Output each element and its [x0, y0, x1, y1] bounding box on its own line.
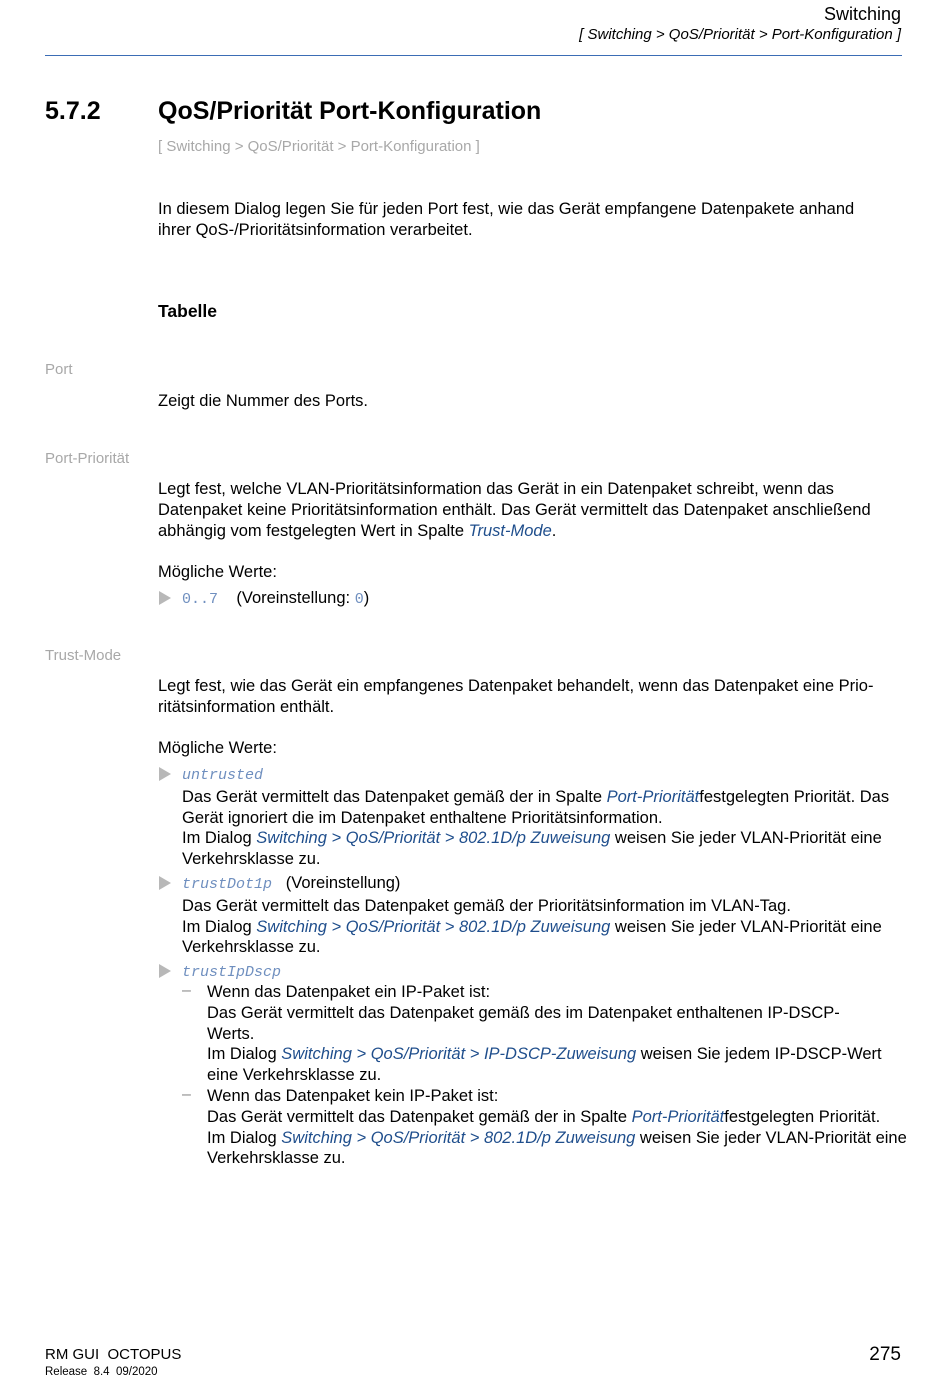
desc-line: eine Verkehrsklasse zu. — [207, 1066, 382, 1085]
port-priority-link[interactable]: Port-Priorität — [631, 1107, 725, 1126]
running-header-title: Switching — [823, 4, 901, 24]
trust-mode-link[interactable]: Trust-Mode — [468, 521, 552, 540]
ipdscp-case-ip-packet — [207, 982, 882, 1086]
desc-line: Verkehrsklasse zu. — [207, 1149, 346, 1168]
section-title: QoS/Priorität Port-Konfiguration — [158, 97, 542, 125]
running-header-breadcrumb: [ Switching > QoS/Priorität > Port-Konfiguration ] — [579, 26, 901, 43]
trust-mode-description — [158, 676, 873, 718]
value-range: 0..7 — [182, 591, 219, 608]
bullet-triangle-icon — [159, 767, 171, 781]
bullet-triangle-icon — [159, 964, 171, 978]
text-run: festgelegten Priorität. — [724, 1107, 881, 1126]
trust-mode-label: Trust-Mode — [45, 647, 122, 664]
text-run: ) — [363, 589, 370, 607]
port-priority-description — [158, 479, 871, 541]
text-run: Im Dialog — [207, 1045, 282, 1064]
desc-line: Das Gerät vermittelt das Datenpaket gemäß der Prioritätsinformation im VLAN-Tag. — [182, 896, 791, 915]
value-trustdot1p: trustDot1p — [182, 876, 273, 893]
port-priority-label: Port-Priorität — [45, 450, 130, 467]
port-priority-link[interactable]: Port-Priorität — [606, 787, 700, 806]
text-run: weisen Sie jeder VLAN-Priorität eine — [610, 829, 882, 848]
dialog-8021dp-link[interactable]: Switching > QoS/Priorität > 802.1D/p Zuweisung — [256, 917, 611, 936]
port-description: Zeigt die Nummer des Ports. — [158, 392, 368, 410]
ipdscp-case-non-ip-packet — [207, 1086, 907, 1169]
desc-line: Legt fest, wie das Gerät ein empfangenes Datenpaket behandelt, wenn das Datenpaket eine Prio- — [158, 677, 874, 695]
option-trustdot1p — [182, 873, 882, 958]
dialog-8021dp-link[interactable]: Switching > QoS/Priorität > 802.1D/p Zuweisung — [281, 1128, 636, 1147]
intro-line: ihrer QoS-/Prioritätsinformation verarbeitet. — [158, 220, 473, 239]
desc-line: Verkehrsklasse zu. — [182, 850, 321, 869]
text-run: Das Gerät vermittelt das Datenpaket gemäß der in Spalte — [182, 787, 607, 806]
footer-release: Release 8.4 09/2020 — [45, 1366, 158, 1378]
text-run: festgelegten Priorität. Das — [699, 787, 890, 806]
desc-line — [158, 521, 871, 542]
intro-paragraph — [158, 199, 854, 241]
option-trustipdscp — [182, 961, 281, 984]
trust-mode-possible-values: Mögliche Werte: — [158, 739, 277, 757]
desc-line: Verkehrsklasse zu. — [182, 938, 321, 957]
default-value: 0 — [354, 591, 364, 608]
text-run: Im Dialog — [207, 1128, 282, 1147]
port-priority-possible-values: Mögliche Werte: — [158, 563, 277, 581]
dialog-8021dp-link[interactable]: Switching > QoS/Priorität > 802.1D/p Zuweisung — [256, 829, 611, 848]
value-trustipdscp: trustIpDscp — [182, 964, 282, 981]
text-run: (Voreinstellung: — [236, 589, 355, 607]
text-run: abhängig vom festgelegten Wert in Spalte — [158, 521, 469, 540]
page-number: 275 — [869, 1344, 901, 1365]
text-run: . — [551, 521, 557, 540]
footer-document-name: RM GUI OCTOPUS — [45, 1346, 182, 1363]
value-untrusted: untrusted — [182, 767, 264, 784]
case-heading: Wenn das Datenpaket kein IP-Paket ist: — [207, 1087, 499, 1105]
text-run: weisen Sie jeder VLAN-Priorität eine — [635, 1128, 907, 1147]
dash-bullet-icon: – — [182, 1086, 191, 1103]
desc-line: Werts. — [207, 1024, 255, 1043]
header-divider — [45, 55, 902, 56]
text-run: Im Dialog — [182, 917, 257, 936]
desc-line: Gerät ignoriert die im Datenpaket enthaltene Prioritätsinformation. — [182, 808, 663, 827]
intro-line: In diesem Dialog legen Sie für jeden Port fest, wie das Gerät empfangene Datenpakete anhand — [158, 200, 855, 218]
option-untrusted — [182, 764, 889, 870]
port-priority-value-item — [182, 588, 369, 611]
case-heading: Wenn das Datenpaket ein IP-Paket ist: — [207, 983, 491, 1001]
text-run: weisen Sie jeder VLAN-Priorität eine — [610, 917, 882, 936]
default-marker: (Voreinstellung) — [285, 874, 401, 892]
dialog-ipdscp-link[interactable]: Switching > QoS/Priorität > IP-DSCP-Zuweisung — [281, 1045, 637, 1064]
text-run: Das Gerät vermittelt das Datenpaket gemäß der in Spalte — [207, 1107, 632, 1126]
desc-line: Datenpaket keine Prioritätsinformation enthält. Das Gerät vermittelt das Datenpaket anschließend — [158, 500, 871, 519]
port-label: Port — [45, 361, 73, 378]
text-run: weisen Sie jedem IP-DSCP-Wert — [636, 1045, 882, 1064]
desc-line: Legt fest, welche VLAN-Prioritätsinformation das Gerät in ein Datenpaket schreibt, wenn das — [158, 480, 834, 498]
section-number: 5.7.2 — [45, 97, 101, 125]
desc-line: ritätsinformation enthält. — [158, 697, 335, 716]
text-run: Im Dialog — [182, 829, 257, 848]
table-heading: Tabelle — [158, 301, 218, 321]
section-breadcrumb: [ Switching > QoS/Priorität > Port-Konfiguration ] — [158, 138, 480, 155]
bullet-triangle-icon — [159, 876, 171, 890]
desc-line: Das Gerät vermittelt das Datenpaket gemäß des im Datenpaket enthaltenen IP-DSCP- — [207, 1003, 840, 1022]
bullet-triangle-icon — [159, 591, 171, 605]
dash-bullet-icon: – — [182, 982, 191, 999]
